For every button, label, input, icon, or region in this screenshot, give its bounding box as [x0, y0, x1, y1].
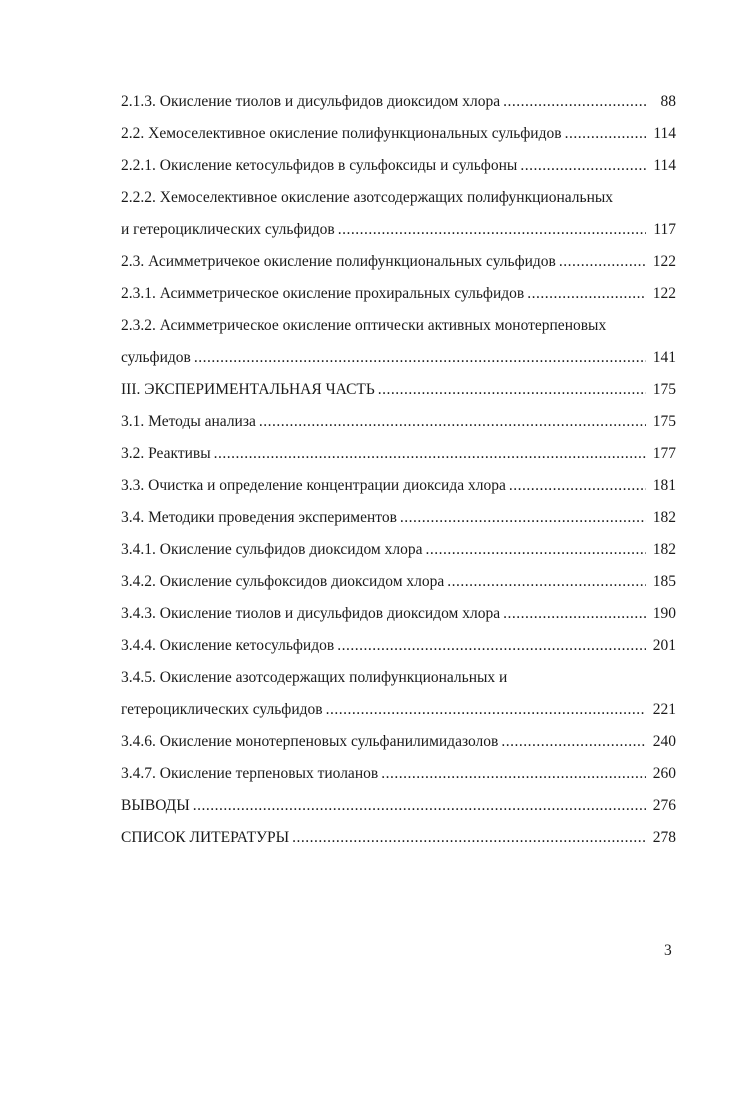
toc-entry [121, 540, 676, 560]
toc-entry-title: 3.1. Методы анализа [121, 413, 256, 430]
toc-entry [121, 284, 676, 304]
toc-entry-title: III. ЭКСПЕРИМЕНТАЛЬНАЯ ЧАСТЬ [121, 381, 375, 398]
toc-entry-page: 114 [653, 125, 676, 142]
toc-entry [121, 764, 676, 784]
toc-entry-page: 117 [653, 221, 676, 238]
toc-entry-title: 2.2.2. Хемоселективное окисление азотсодержащих полифункциональных [121, 189, 614, 206]
toc-entry [121, 828, 676, 848]
toc-entry-line [121, 572, 676, 592]
toc-entry-title: сульфидов [121, 349, 191, 366]
toc-entry-page: 181 [652, 477, 676, 494]
toc-entry [121, 636, 676, 656]
toc-entry-page: 122 [652, 285, 676, 302]
dot-leader [400, 508, 646, 528]
toc-entry [121, 316, 676, 368]
toc-entry-page: 276 [652, 797, 676, 814]
toc-entry-page: 201 [652, 637, 676, 654]
toc-entry [121, 604, 676, 624]
dot-leader [214, 444, 646, 464]
table-of-contents [121, 92, 676, 860]
toc-entry [121, 572, 676, 592]
dot-leader [292, 828, 646, 848]
toc-entry-title: 2.3.1. Асимметрическое окисление прохиральных сульфидов [121, 285, 525, 302]
toc-entry-page: 240 [652, 733, 676, 750]
dot-leader [527, 284, 646, 304]
toc-entry [121, 476, 676, 496]
toc-entry-title: 3.2. Реактивы [121, 445, 211, 462]
toc-entry [121, 668, 676, 720]
toc-entry [121, 124, 676, 144]
toc-entry-line [121, 156, 676, 176]
dot-leader [194, 348, 646, 368]
toc-entry-line [121, 252, 676, 272]
toc-entry-line [121, 828, 676, 848]
dot-leader [501, 732, 646, 752]
line-gap [121, 208, 676, 220]
toc-entry-line [121, 380, 676, 400]
toc-entry-page: 182 [652, 509, 676, 526]
toc-entry-line [121, 636, 676, 656]
toc-entry-title: 3.3. Очистка и определение концентрации диоксида хлора [121, 477, 506, 494]
dot-leader [259, 412, 646, 432]
toc-entry-line [121, 700, 676, 720]
toc-entry [121, 92, 676, 112]
toc-entry-title: 3.4.4. Окисление кетосульфидов [121, 637, 335, 654]
dot-leader [338, 220, 646, 240]
toc-entry-title: 3.4.7. Окисление терпеновых тиоланов [121, 765, 379, 782]
toc-entry-page: 141 [652, 349, 676, 366]
toc-entry [121, 188, 676, 240]
toc-entry-page: 177 [652, 445, 676, 462]
toc-entry-title: 2.3. Асимметричекое окисление полифункциональных сульфидов [121, 253, 556, 270]
toc-entry-title: 2.1.3. Окисление тиолов и дисульфидов диоксидом хлора [121, 93, 501, 110]
toc-entry-line [121, 92, 676, 112]
page-number: 3 [664, 942, 672, 959]
toc-entry-page: 221 [652, 701, 676, 718]
dot-leader [381, 764, 646, 784]
toc-entry-title: гетероциклических сульфидов [121, 701, 323, 718]
toc-entry-title: 2.2.1. Окисление кетосульфидов в сульфоксиды и сульфоны [121, 157, 518, 174]
toc-entry-page: 114 [653, 157, 676, 174]
toc-entry-title: ВЫВОДЫ [121, 797, 190, 814]
toc-entry-title: 3.4.2. Окисление сульфоксидов диоксидом хлора [121, 573, 445, 590]
dot-leader [559, 252, 646, 272]
toc-entry-line [121, 476, 676, 496]
dot-leader [520, 156, 646, 176]
toc-entry [121, 444, 676, 464]
toc-entry-line [121, 412, 676, 432]
toc-entry-line [121, 508, 676, 528]
toc-entry-line [121, 444, 676, 464]
dot-leader [337, 636, 646, 656]
toc-entry-title: и гетероциклических сульфидов [121, 221, 335, 238]
dot-leader [326, 700, 646, 720]
toc-entry-title: 3.4.5. Окисление азотсодержащих полифункциональных и [121, 669, 508, 686]
toc-entry [121, 796, 676, 816]
toc-entry-title: 3.4.3. Окисление тиолов и дисульфидов диоксидом хлора [121, 605, 501, 622]
line-gap [121, 336, 676, 348]
dot-leader [503, 92, 646, 112]
toc-entry [121, 252, 676, 272]
toc-entry-page: 88 [660, 93, 676, 110]
dot-leader [425, 540, 646, 560]
toc-entry-line [121, 796, 676, 816]
toc-entry-page: 185 [652, 573, 676, 590]
toc-entry-title: 3.4.1. Окисление сульфидов диоксидом хлора [121, 541, 423, 558]
toc-entry-line [121, 540, 676, 560]
toc-entry-page: 190 [652, 605, 676, 622]
toc-entry-title: СПИСОК ЛИТЕРАТУРЫ [121, 829, 290, 846]
dot-leader [447, 572, 646, 592]
toc-entry-title: 2.2. Хемоселективное окисление полифункциональных сульфидов [121, 125, 562, 142]
toc-entry-line [121, 124, 676, 144]
toc-entry-page: 260 [652, 765, 676, 782]
toc-entry-title: 2.3.2. Асимметрическое окисление оптически активных монотерпеновых [121, 317, 607, 334]
toc-entry [121, 508, 676, 528]
toc-entry-page: 175 [652, 413, 676, 430]
toc-entry [121, 732, 676, 752]
dot-leader [565, 124, 646, 144]
toc-entry-line [121, 220, 676, 240]
dot-leader [378, 380, 646, 400]
toc-entry-line [121, 732, 676, 752]
toc-entry-page: 122 [652, 253, 676, 270]
toc-entry [121, 156, 676, 176]
toc-entry-page: 278 [652, 829, 676, 846]
toc-entry [121, 412, 676, 432]
line-gap [121, 688, 676, 700]
toc-entry-title: 3.4. Методики проведения экспериментов [121, 509, 397, 526]
dot-leader [193, 796, 646, 816]
toc-entry-title: 3.4.6. Окисление монотерпеновых сульфанилимидазолов [121, 733, 499, 750]
dot-leader [509, 476, 646, 496]
toc-entry-page: 182 [652, 541, 676, 558]
toc-entry-page: 175 [652, 381, 676, 398]
dot-leader [503, 604, 646, 624]
toc-entry-line [121, 764, 676, 784]
toc-entry [121, 380, 676, 400]
toc-entry-line [121, 604, 676, 624]
toc-entry-line [121, 284, 676, 304]
toc-entry-line [121, 348, 676, 368]
